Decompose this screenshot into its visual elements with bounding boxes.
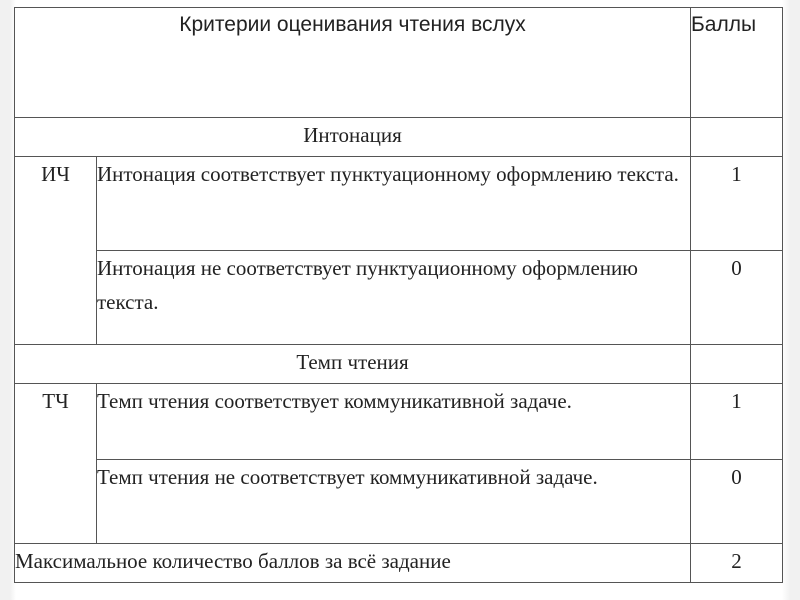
header-row [15, 8, 783, 118]
criterion-description: Интонация не соответствует пунктуационному оформлению текста. [97, 251, 691, 345]
criterion-row [15, 251, 783, 345]
section-row-tempo [15, 345, 783, 384]
criterion-score: 0 [691, 460, 783, 544]
criteria-title: Критерии оценивания чтения вслух [15, 8, 691, 118]
criterion-code-ich: ИЧ [15, 157, 97, 345]
total-label: Максимальное количество баллов за всё задание [15, 544, 691, 583]
criterion-code-tch: ТЧ [15, 384, 97, 544]
criterion-score: 1 [691, 384, 783, 460]
criterion-description: Интонация соответствует пунктуационному оформлению текста. [97, 157, 691, 251]
total-row [15, 544, 783, 583]
total-score: 2 [691, 544, 783, 583]
section-score-empty [691, 118, 783, 157]
score-header: Баллы [691, 8, 783, 118]
criterion-score: 1 [691, 157, 783, 251]
section-score-empty [691, 345, 783, 384]
criterion-row [15, 384, 783, 460]
criterion-row [15, 157, 783, 251]
criterion-description: Темп чтения соответствует коммуникативной задаче. [97, 384, 691, 460]
criteria-table [14, 7, 783, 583]
section-title-intonation: Интонация [15, 118, 691, 157]
section-row-intonation [15, 118, 783, 157]
section-title-tempo: Темп чтения [15, 345, 691, 384]
criterion-score: 0 [691, 251, 783, 345]
criterion-description: Темп чтения не соответствует коммуникативной задаче. [97, 460, 691, 544]
criterion-row [15, 460, 783, 544]
